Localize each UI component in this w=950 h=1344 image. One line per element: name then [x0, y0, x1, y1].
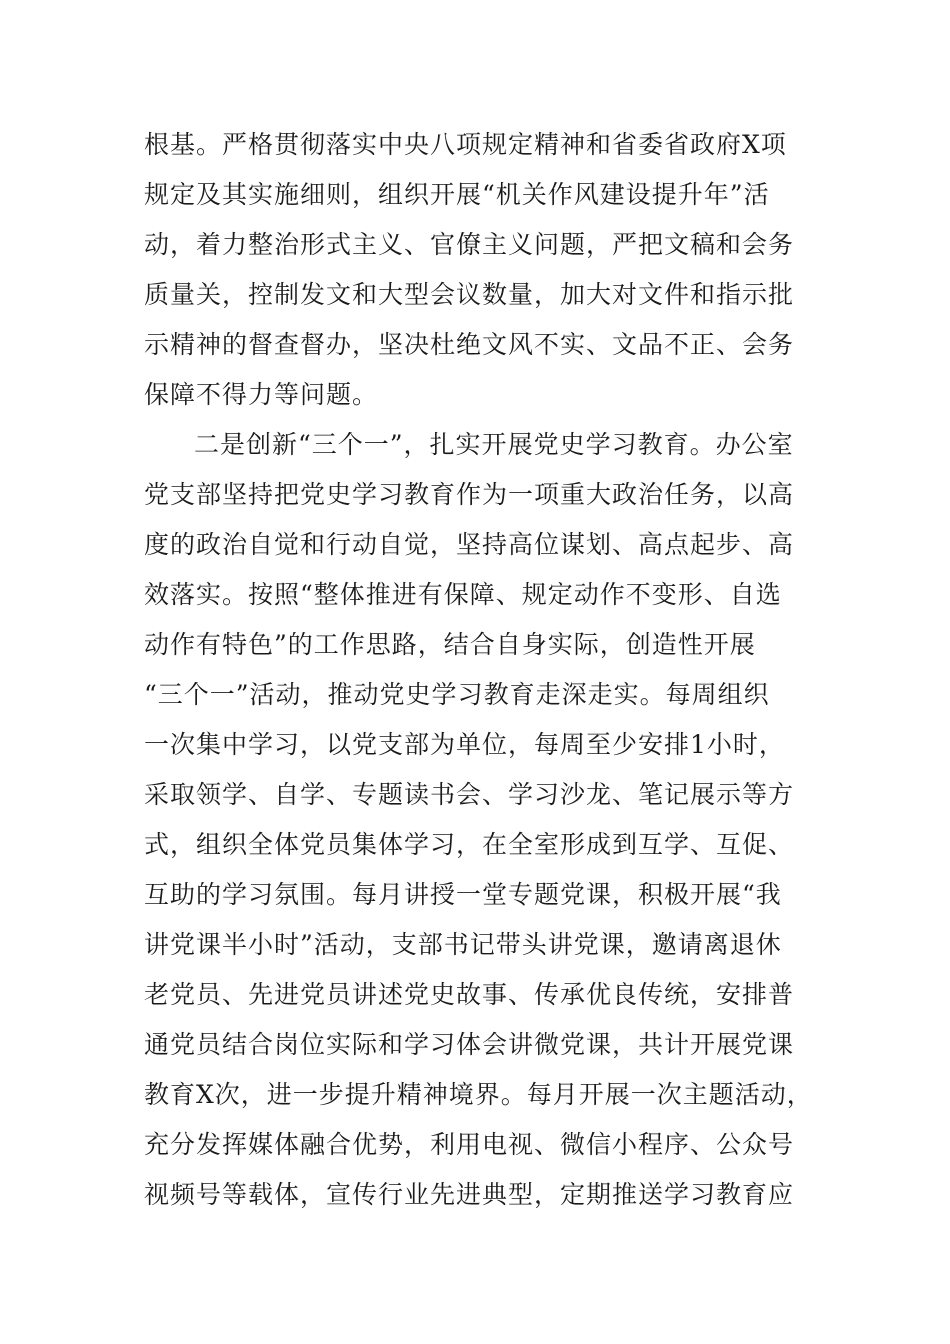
text-line-14: 采取领学、自学、专题读书会、学习沙龙、笔记展示等方: [144, 780, 795, 809]
text-line-1: 根基。严格贯彻落实中央八项规定精神和省委省政府X项: [144, 130, 787, 159]
text-line-16: 互助的学习氛围。每月讲授一堂专题党课，积极开展“我: [144, 880, 782, 909]
text-line-18: 老党员、先进党员讲述党史故事、传承优良传统，安排普: [144, 980, 795, 1009]
text-line-19: 通党员结合岗位实际和学习体会讲微党课，共计开展党课: [144, 1030, 795, 1059]
document-body: [144, 120, 834, 1220]
text-line-13: 一次集中学习，以党支部为单位，每周至少安排1小时，: [144, 730, 785, 759]
text-line-15: 式，组织全体党员集体学习，在全室形成到互学、互促、: [144, 830, 795, 859]
text-line-6: 保障不得力等问题。: [144, 380, 379, 409]
text-line-11: 动作有特色”的工作思路，结合自身实际，创造性开展: [144, 630, 756, 659]
text-line-4: 质量关，控制发文和大型会议数量，加大对文件和指示批: [144, 280, 795, 309]
text-line-20: 教育X次，进一步提升精神境界。每月开展一次主题活动，: [144, 1080, 813, 1109]
text-line-5: 示精神的督查督办，坚决杜绝文风不实、文品不正、会务: [144, 330, 795, 359]
text-line-12: “三个一”活动，推动党史学习教育走深走实。每周组织: [144, 680, 770, 709]
text-line-7: 二是创新“三个一”，扎实开展党史学习教育。办公室: [194, 430, 794, 459]
text-line-8: 党支部坚持把党史学习教育作为一项重大政治任务，以高: [144, 480, 795, 509]
text-line-9: 度的政治自觉和行动自觉，坚持高位谋划、高点起步、高: [144, 530, 795, 559]
text-line-10: 效落实。按照“整体推进有保障、规定动作不变形、自选: [144, 580, 782, 609]
text-line-22: 视频号等载体，宣传行业先进典型，定期推送学习教育应: [144, 1180, 795, 1209]
text-line-2: 规定及其实施细则，组织开展“机关作风建设提升年”活: [144, 180, 770, 209]
text-line-3: 动，着力整治形式主义、官僚主义问题，严把文稿和会务: [144, 230, 795, 259]
text-line-17: 讲党课半小时”活动，支部书记带头讲党课，邀请离退休: [144, 930, 782, 959]
text-line-21: 充分发挥媒体融合优势，利用电视、微信小程序、公众号: [144, 1130, 795, 1159]
